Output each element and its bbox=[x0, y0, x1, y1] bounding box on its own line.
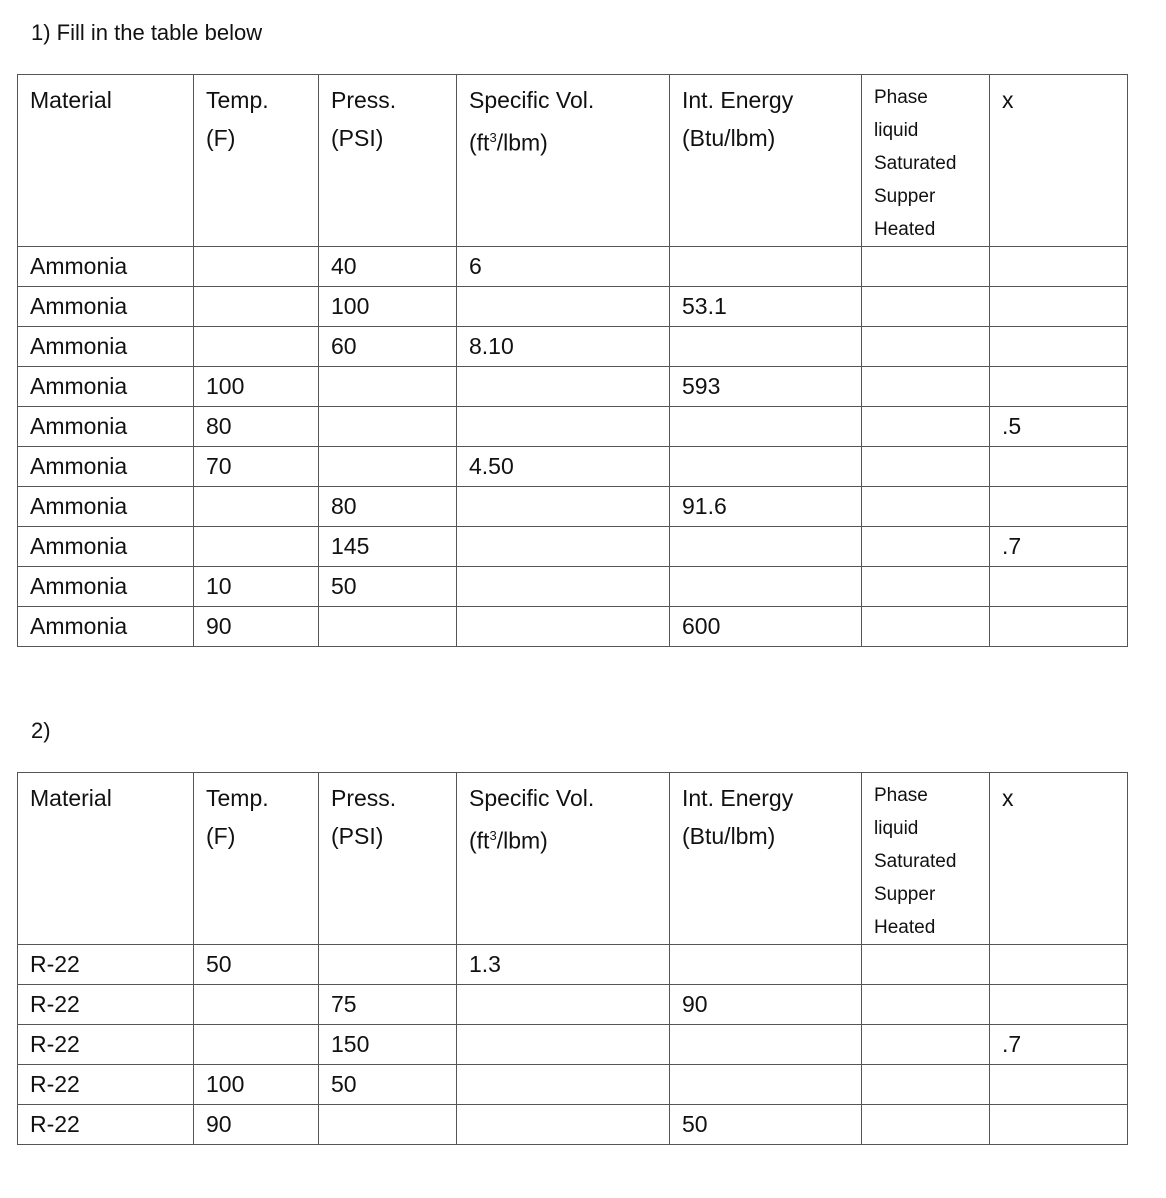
cell-x[interactable] bbox=[990, 567, 1128, 607]
cell-material: R-22 bbox=[18, 985, 194, 1025]
cell-phase[interactable] bbox=[862, 567, 990, 607]
header-internal-energy bbox=[670, 773, 862, 945]
cell-x[interactable] bbox=[990, 945, 1128, 985]
cell-pressure[interactable] bbox=[319, 407, 457, 447]
cell-x[interactable] bbox=[990, 1105, 1128, 1145]
cell-internal-energy[interactable]: 53.1 bbox=[670, 287, 862, 327]
header-phase-line: Heated bbox=[874, 219, 936, 240]
cell-x[interactable] bbox=[990, 1065, 1128, 1105]
cell-internal-energy[interactable] bbox=[670, 945, 862, 985]
cell-pressure[interactable]: 60 bbox=[319, 327, 457, 367]
table-row bbox=[18, 487, 1128, 527]
cell-phase[interactable] bbox=[862, 1105, 990, 1145]
header-int-energy-label: Int. Energy bbox=[682, 87, 794, 113]
unit-part-ft: (ft bbox=[469, 827, 490, 854]
cell-temp[interactable]: 100 bbox=[194, 367, 319, 407]
table-row bbox=[18, 287, 1128, 327]
cell-x[interactable]: .7 bbox=[990, 1025, 1128, 1065]
header-material-label: Material bbox=[30, 87, 112, 113]
cell-pressure[interactable]: 100 bbox=[319, 287, 457, 327]
cell-internal-energy[interactable] bbox=[670, 527, 862, 567]
table-row bbox=[18, 407, 1128, 447]
cell-specific-volume[interactable] bbox=[457, 1105, 670, 1145]
header-phase-line: Heated bbox=[874, 917, 936, 938]
table-row bbox=[18, 367, 1128, 407]
cell-specific-volume[interactable] bbox=[457, 287, 670, 327]
cell-internal-energy[interactable]: 50 bbox=[670, 1105, 862, 1145]
table-row bbox=[18, 527, 1128, 567]
cell-temp[interactable] bbox=[194, 327, 319, 367]
cell-pressure[interactable] bbox=[319, 447, 457, 487]
header-phase-line: Supper bbox=[874, 884, 936, 905]
cell-temp[interactable] bbox=[194, 487, 319, 527]
cell-material: Ammonia bbox=[18, 367, 194, 407]
table-row bbox=[18, 607, 1128, 647]
table-row bbox=[18, 1025, 1128, 1065]
cell-material: Ammonia bbox=[18, 407, 194, 447]
cell-temp[interactable]: 50 bbox=[194, 945, 319, 985]
header-press-unit: (PSI) bbox=[331, 823, 384, 849]
table-row bbox=[18, 1065, 1128, 1105]
cell-temp[interactable] bbox=[194, 287, 319, 327]
table-row bbox=[18, 567, 1128, 607]
cell-specific-volume[interactable]: 1.3 bbox=[457, 945, 670, 985]
cell-temp[interactable] bbox=[194, 247, 319, 287]
cell-x[interactable] bbox=[990, 447, 1128, 487]
cell-specific-volume[interactable]: 8.10 bbox=[457, 327, 670, 367]
header-temp-label: Temp. bbox=[206, 87, 269, 113]
cell-specific-volume[interactable]: 6 bbox=[457, 247, 670, 287]
header-temp bbox=[194, 773, 319, 945]
cell-internal-energy[interactable] bbox=[670, 567, 862, 607]
cell-internal-energy[interactable] bbox=[670, 327, 862, 367]
header-temp-unit: (F) bbox=[206, 823, 236, 849]
cell-temp[interactable] bbox=[194, 527, 319, 567]
cell-pressure[interactable] bbox=[319, 945, 457, 985]
unit-part-ft: (ft bbox=[469, 129, 490, 156]
cell-phase[interactable] bbox=[862, 985, 990, 1025]
header-temp-label: Temp. bbox=[206, 785, 269, 811]
header-material bbox=[18, 773, 194, 945]
unit-part-lbm: /lbm) bbox=[496, 129, 548, 156]
cell-material: R-22 bbox=[18, 1025, 194, 1065]
cell-specific-volume[interactable] bbox=[457, 1065, 670, 1105]
header-phase-line: Supper bbox=[874, 186, 936, 207]
header-phase bbox=[862, 75, 990, 247]
cell-pressure[interactable] bbox=[319, 1105, 457, 1145]
cell-phase[interactable] bbox=[862, 1025, 990, 1065]
cell-pressure[interactable] bbox=[319, 367, 457, 407]
table-row bbox=[18, 447, 1128, 487]
cell-specific-volume[interactable]: 4.50 bbox=[457, 447, 670, 487]
header-spec-vol-label: Specific Vol. bbox=[469, 785, 595, 811]
cell-pressure[interactable]: 75 bbox=[319, 985, 457, 1025]
cell-phase[interactable] bbox=[862, 607, 990, 647]
cell-material: R-22 bbox=[18, 1105, 194, 1145]
cell-pressure[interactable]: 150 bbox=[319, 1025, 457, 1065]
cell-phase[interactable] bbox=[862, 247, 990, 287]
properties-table-1 bbox=[17, 74, 1128, 647]
header-press bbox=[319, 75, 457, 247]
cell-internal-energy[interactable] bbox=[670, 247, 862, 287]
cell-x[interactable] bbox=[990, 607, 1128, 647]
cell-specific-volume[interactable] bbox=[457, 985, 670, 1025]
cell-phase[interactable] bbox=[862, 287, 990, 327]
header-spec-vol-unit bbox=[469, 119, 657, 162]
cell-temp[interactable]: 100 bbox=[194, 1065, 319, 1105]
cell-internal-energy[interactable]: 91.6 bbox=[670, 487, 862, 527]
cell-specific-volume[interactable] bbox=[457, 527, 670, 567]
header-press-unit: (PSI) bbox=[331, 125, 384, 151]
cell-specific-volume[interactable] bbox=[457, 1025, 670, 1065]
cell-pressure[interactable] bbox=[319, 607, 457, 647]
header-int-energy-label: Int. Energy bbox=[682, 785, 794, 811]
header-press-label: Press. bbox=[331, 785, 397, 811]
cell-phase[interactable] bbox=[862, 527, 990, 567]
cell-internal-energy[interactable]: 90 bbox=[670, 985, 862, 1025]
cell-material: Ammonia bbox=[18, 607, 194, 647]
cell-phase[interactable] bbox=[862, 447, 990, 487]
cell-x[interactable] bbox=[990, 487, 1128, 527]
header-x bbox=[990, 773, 1128, 945]
header-phase bbox=[862, 773, 990, 945]
cell-internal-energy[interactable] bbox=[670, 447, 862, 487]
cell-temp[interactable]: 90 bbox=[194, 607, 319, 647]
header-phase-line: liquid bbox=[874, 120, 919, 141]
cell-material: Ammonia bbox=[18, 527, 194, 567]
cell-internal-energy[interactable]: 600 bbox=[670, 607, 862, 647]
cell-x[interactable] bbox=[990, 367, 1128, 407]
cell-temp[interactable]: 80 bbox=[194, 407, 319, 447]
cell-x[interactable] bbox=[990, 247, 1128, 287]
header-phase-line: Phase bbox=[874, 785, 928, 806]
cell-x[interactable] bbox=[990, 327, 1128, 367]
cell-phase[interactable] bbox=[862, 487, 990, 527]
cell-x[interactable]: .5 bbox=[990, 407, 1128, 447]
cell-internal-energy[interactable] bbox=[670, 1065, 862, 1105]
cell-pressure[interactable]: 80 bbox=[319, 487, 457, 527]
cell-internal-energy[interactable] bbox=[670, 1025, 862, 1065]
header-internal-energy bbox=[670, 75, 862, 247]
unit-exponent: 3 bbox=[489, 130, 497, 145]
header-spec-vol-label: Specific Vol. bbox=[469, 87, 595, 113]
cell-material: Ammonia bbox=[18, 567, 194, 607]
cell-pressure[interactable]: 50 bbox=[319, 567, 457, 607]
cell-internal-energy[interactable] bbox=[670, 407, 862, 447]
cell-specific-volume[interactable] bbox=[457, 407, 670, 447]
cell-specific-volume[interactable] bbox=[457, 607, 670, 647]
header-int-energy-unit: (Btu/lbm) bbox=[682, 125, 776, 151]
unit-exponent: 3 bbox=[489, 828, 497, 843]
header-material bbox=[18, 75, 194, 247]
properties-table-2 bbox=[17, 772, 1128, 1145]
cell-temp[interactable]: 90 bbox=[194, 1105, 319, 1145]
header-temp bbox=[194, 75, 319, 247]
cell-temp[interactable]: 70 bbox=[194, 447, 319, 487]
header-x-label: x bbox=[1002, 785, 1014, 811]
header-phase-line: Saturated bbox=[874, 851, 957, 872]
cell-temp[interactable] bbox=[194, 1025, 319, 1065]
cell-material: Ammonia bbox=[18, 247, 194, 287]
cell-specific-volume[interactable] bbox=[457, 567, 670, 607]
cell-material: R-22 bbox=[18, 1065, 194, 1105]
cell-phase[interactable] bbox=[862, 367, 990, 407]
cell-pressure[interactable]: 40 bbox=[319, 247, 457, 287]
cell-specific-volume[interactable] bbox=[457, 367, 670, 407]
table-row bbox=[18, 945, 1128, 985]
table-row bbox=[18, 247, 1128, 287]
table-row bbox=[18, 327, 1128, 367]
cell-x[interactable]: .7 bbox=[990, 527, 1128, 567]
cell-material: Ammonia bbox=[18, 447, 194, 487]
header-x-label: x bbox=[1002, 87, 1014, 113]
header-material-label: Material bbox=[30, 785, 112, 811]
cell-phase[interactable] bbox=[862, 327, 990, 367]
header-int-energy-unit: (Btu/lbm) bbox=[682, 823, 776, 849]
cell-phase[interactable] bbox=[862, 407, 990, 447]
cell-phase[interactable] bbox=[862, 1065, 990, 1105]
header-row bbox=[18, 773, 1128, 945]
cell-material: Ammonia bbox=[18, 487, 194, 527]
cell-phase[interactable] bbox=[862, 945, 990, 985]
cell-material: R-22 bbox=[18, 945, 194, 985]
header-spec-vol-unit bbox=[469, 817, 657, 860]
cell-pressure[interactable]: 50 bbox=[319, 1065, 457, 1105]
header-temp-unit: (F) bbox=[206, 125, 236, 151]
cell-x[interactable] bbox=[990, 985, 1128, 1025]
header-phase-line: liquid bbox=[874, 818, 919, 839]
table-row bbox=[18, 985, 1128, 1025]
cell-material: Ammonia bbox=[18, 327, 194, 367]
cell-temp[interactable] bbox=[194, 985, 319, 1025]
cell-x[interactable] bbox=[990, 287, 1128, 327]
cell-pressure[interactable]: 145 bbox=[319, 527, 457, 567]
header-specific-volume bbox=[457, 773, 670, 945]
cell-specific-volume[interactable] bbox=[457, 487, 670, 527]
header-x bbox=[990, 75, 1128, 247]
cell-internal-energy[interactable]: 593 bbox=[670, 367, 862, 407]
header-press bbox=[319, 773, 457, 945]
table-row bbox=[18, 1105, 1128, 1145]
header-phase-line: Phase bbox=[874, 87, 928, 108]
unit-part-lbm: /lbm) bbox=[496, 827, 548, 854]
header-row bbox=[18, 75, 1128, 247]
cell-material: Ammonia bbox=[18, 287, 194, 327]
cell-temp[interactable]: 10 bbox=[194, 567, 319, 607]
section-2-title: 2) bbox=[31, 718, 51, 743]
header-specific-volume bbox=[457, 75, 670, 247]
header-press-label: Press. bbox=[331, 87, 397, 113]
section-1-title: 1) Fill in the table below bbox=[31, 20, 263, 45]
header-phase-line: Saturated bbox=[874, 153, 957, 174]
